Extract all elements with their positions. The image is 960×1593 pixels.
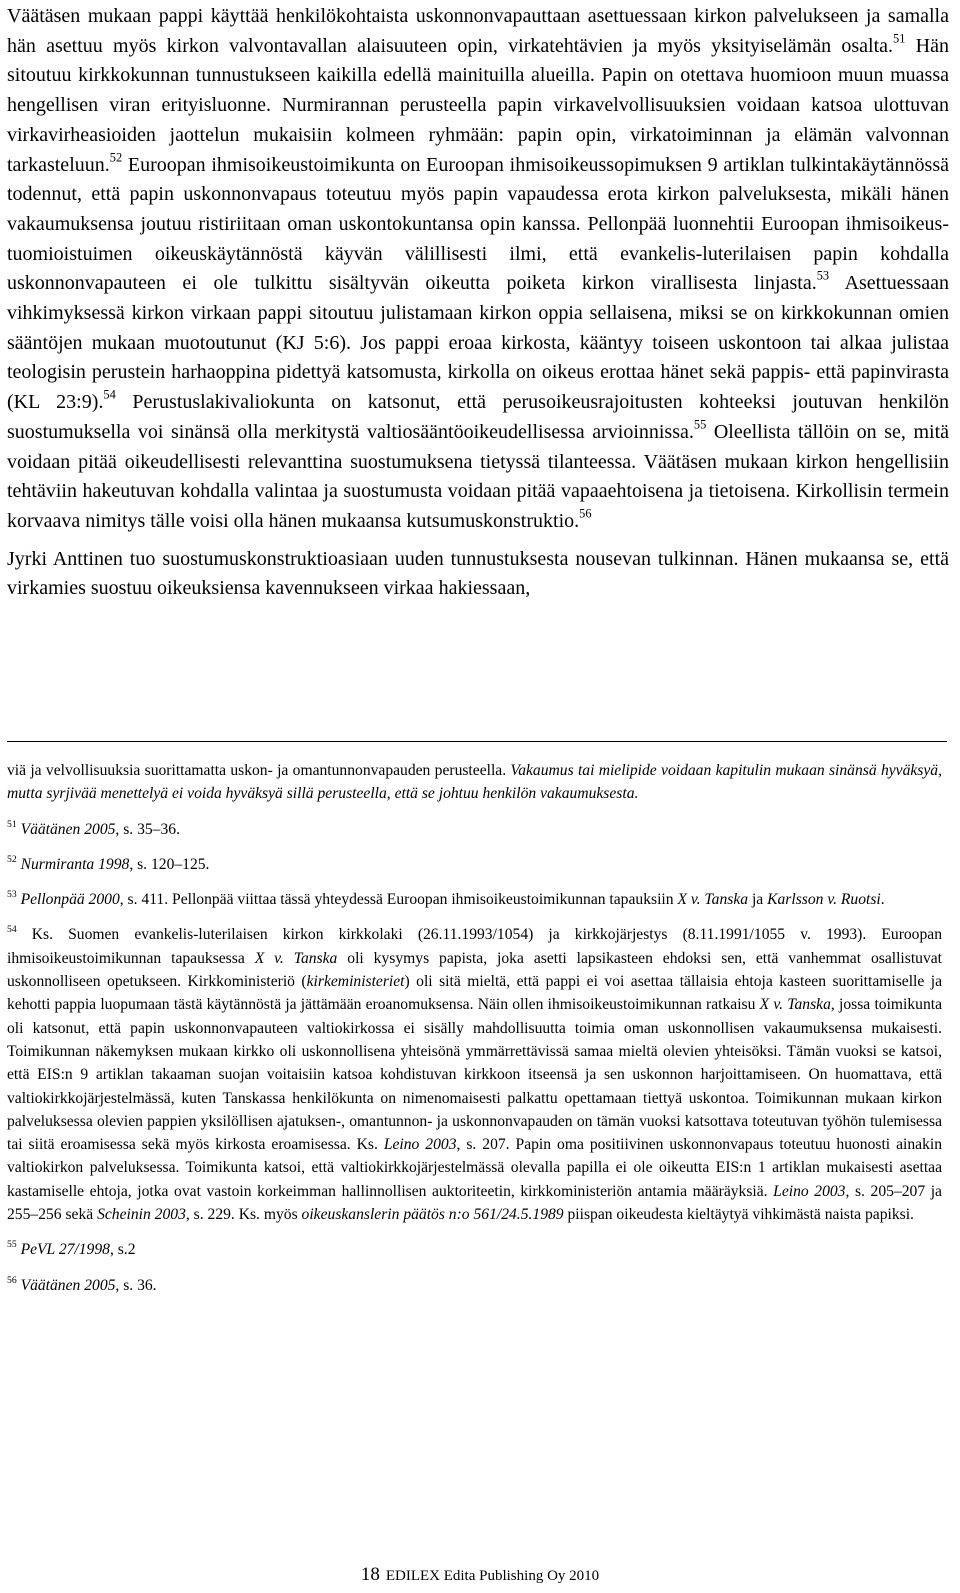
page-footer: [0, 1565, 960, 1586]
footnote-ref-51[interactable]: 51: [893, 31, 906, 46]
citation-pages: , s. 35–36.: [115, 820, 180, 838]
footnote-number: 55: [7, 1239, 17, 1251]
footnote-ref-56[interactable]: 56: [579, 506, 592, 521]
footnote-number: 53: [7, 888, 17, 900]
footnote-continuation: [7, 759, 942, 806]
text-run: , s. 229. Ks. myös: [185, 1206, 302, 1224]
citation-pages: , s.2: [109, 1241, 136, 1259]
page-number: 18: [360, 1564, 380, 1585]
citation-pages: , s. 36.: [115, 1276, 157, 1294]
text-run: Perustuslakivaliokunta on katsonut, että perusoikeusrajoitusten kohteeksi joutuvan henkilön suostumuksella voi sinänsä olla merkitystä valtiosääntöoikeudellisessa arvioinnissa.: [7, 391, 950, 443]
text-run: Hän sitoutuu kirkkokunnan tunnustukseen kaikilla edellä mainituilla alueilla. Papin on otettava huomioon muun muassa hengellisen viran erityisluonne. Nurmirannan perusteella papin virkavelvollisuuksien voidaan katsoa ulottuvan virkavirheasioiden jaottelun mukaisiin kolmeen ryhmään: papin opin, virkatoiminnan ja elämän valvonnan tarkasteluun.: [7, 34, 949, 176]
citation-author: Pellonpää 2000: [20, 891, 120, 909]
italic-run: Vakaumus tai mielipide voidaan kapitulin mukaan sinänsä hyväksyä, mutta syrjivää menettelyä ei voida hyväksyä sillä perusteella, että se johtuu henkilön vakaumuksesta.: [7, 762, 942, 803]
footnote-number: 52: [7, 853, 17, 865]
citation-author: Nurmiranta 1998: [20, 855, 130, 873]
italic-run: X v. Tanska: [759, 996, 831, 1014]
footnote-56: [7, 1274, 942, 1297]
text-run: Oleellista tällöin on se, mitä voidaan pitää oikeudellisesti relevanttina suostumuksena tietyssä tilanteessa. Väätäsen mukaan kirkon hengellisiin tehtäviin hakeutuvan kohdalla valintaa ja suostumusta voidaan pitää vapaaehtoisena ja tietoisena. Kirkollisin termein korvaava nimitys tälle voisi olla hänen mukaansa kutsumuskonstruktio.: [7, 420, 950, 532]
footnote-ref-53[interactable]: 53: [816, 269, 830, 284]
text-run: Euroopan ihmisoikeustoimikunta on Euroopan ihmisoikeussopimuksen 9 artiklan tulkintakäytännössä todennut, että papin uskonnonvapaus toteutuu myös papin vapaudessa erota kirkon palveluksesta, mikäli hänen vakaumuksensa joutuu ristiriitaan oman uskontokuntansa opin kanssa. Pellonpää luonnehtii Euroopan ihmisoikeustuomioistuimen oikeuskäytännöstä käyvän välillisesti ilmi, että evankelis-luterilaisen papin kohdalla uskonnonvapauteen ei ole tulkittu sisältyvän oikeutta poiketa kirkon virallisesta linjasta.: [7, 153, 949, 295]
text-run: , s. 205–207 ja 255–256 sekä: [7, 1182, 942, 1224]
text-run: ) oli sitä mieltä, että pappi ei voi asettaa tällaisia ehtoja kasteen suorittamiselle ja kehotti pappia luopumaan tästä käytännöstä ja jättämään eroanomuksensa. Näin ollen ihmisoikeustoimikunnan ratkaisu: [7, 973, 943, 1014]
citation-author: PeVL 27/1998: [20, 1241, 110, 1259]
text-run: oli kysymys papista, joka asetti lapsikasteen ehdoksi sen, että vanhemmat osallistuvat uskonnolliseen opetukseen. Kirkkoministeriö (: [7, 949, 943, 991]
paragraph-2: Jyrki Anttinen tuo suostumuskonstruktioasiaan uuden tunnustuksesta nousevan tulkinnan. Hänen mukaansa se, että virkamies suostuu oikeuksiensa kavennukseen virkaa hakiessaan,: [7, 547, 949, 600]
text-run: Asettuessaan vihkimyksessä kirkon virkaan pappi sitoutuu julistamaan kirkon oppia sellaisena, miksi se on kirkkokunnan omien sääntöjen mukaan muotoutunut (KJ 5:6). Jos pappi eroaa kirkosta, kääntyy toiseen uskontoon tai alkaa julistaa teologisin perustein harhaoppina pidettyä katsomusta, kirkolla on oikeus erottaa hänet sekä pappis- että papinvirasta (KL 23:9).: [7, 272, 949, 414]
italic-run: kirkeministeriet: [306, 973, 405, 991]
citation-author: Väätänen 2005: [20, 820, 116, 838]
text-run: piispan oikeudesta kieltäytyä vihkimästä naista papiksi.: [563, 1206, 914, 1224]
text-run: , jossa toimikunta oli katsonut, että papin uskonnonvapauteen valtiokirkossa ei sisälly mahdollisuutta toimia oman uskonnollisen vakaumuksensa mukaisesti. Toimikunnan näkemyksen mukaan kirkko oli uskonnollisena yhteisönä ymmärrettävissä samaa mieltä olevien yhteisöksi. Tämän vuoksi se katsoi, että EIS:n 9 artiklan takaaman suojan voitaisiin katsoa kohdistuvan kirkkoon itseensä ja sen uskonnon harjoittamiseen. On huomattava, että valtiokirkkojärjestelmässä, kuten Tanskassa henkilökunta on nimenomaisesti palkattu opettamaan tiettyä uskontoa. Toimikunnan mukaan kirkon palveluksessa olevien pappien yksilöllisen ajatuksen-, omantunnon- ja uskonnonvapauden on tämän vuoksi katsottava toteutuvan työhön tulemisessa tai siitä eroamisessa sekä myös kirkosta eroamisessa. Ks.: [7, 996, 943, 1154]
footnote-51: [7, 818, 942, 841]
citation-author: Väätänen 2005: [20, 1276, 116, 1294]
italic-run: Leino 2003: [773, 1182, 846, 1200]
footnote-number: 51: [7, 818, 17, 830]
text-run: Väätäsen mukaan pappi käyttää henkilökohtaista uskonnonvapauttaan asettuessaan kirkon palvelukseen ja samalla hän asettuu myös kirkon valvontavallan alaisuuteen opin, virkatehtävien ja myös yksityiselämän osalta.: [7, 5, 949, 57]
paragraph-1: [7, 2, 949, 537]
text-run: viä ja velvollisuuksia suorittamatta uskon- ja omantunnonvapauden perusteella.: [7, 762, 511, 779]
citation-pages: , s. 120–125.: [129, 855, 210, 873]
text-run: , s. 411. Pellonpää viittaa tässä yhteydessä Euroopan ihmisoikeustoimikunnan tapauksiin: [119, 891, 678, 909]
footnote-52: [7, 853, 942, 876]
italic-run: X v. Tanska: [677, 891, 749, 909]
footnote-54: [7, 923, 942, 1226]
footnote-53: [7, 888, 942, 911]
publisher-credit: EDILEX Edita Publishing Oy 2010: [385, 1568, 600, 1584]
italic-run: X v. Tanska: [254, 949, 338, 967]
footnote-55: [7, 1238, 942, 1261]
italic-run: Scheinin 2003: [97, 1206, 186, 1224]
main-text: [7, 2, 949, 604]
footnotes: [7, 759, 942, 1297]
footnote-ref-54[interactable]: 54: [103, 387, 116, 402]
footnote-separator: [7, 741, 947, 742]
footnote-ref-52[interactable]: 52: [109, 150, 123, 165]
italic-run: oikeuskanslerin päätös n:o 561/24.5.1989: [301, 1206, 564, 1224]
italic-run: Karlsson v. Ruotsi: [767, 891, 881, 909]
italic-run: Leino 2003: [383, 1136, 457, 1154]
text-run: .: [880, 891, 885, 909]
text-run: ja: [748, 891, 768, 909]
text-run: , s. 207. Papin oma positiivinen uskonnonvapaus toteutuu huonosti ainakin valtiokirkon palveluksessa. Toimikunta katsoi, että valtiokirkkojärjestelmässä olevalla papilla ei ole oikeutta EIS:n 1 artiklan mukaisesti asettaa kastamiselle ehtoja, jotka ovat vastoin korkeimman hallinnollisen auktoriteetin, kirkkoministeriön antamia määräyksiä.: [7, 1136, 942, 1200]
text-run: Ks. Suomen evankelis-luterilaisen kirkon kirkkolaki (26.11.1993/1054) ja kirkkojärjestys (8.11.1991/1055 v. 1993). Euroopan ihmisoikeustoimikunnan tapauksessa: [7, 926, 942, 967]
footnote-number: 54: [7, 924, 17, 936]
footnote-number: 56: [7, 1274, 17, 1286]
footnote-ref-55[interactable]: 55: [693, 417, 707, 432]
